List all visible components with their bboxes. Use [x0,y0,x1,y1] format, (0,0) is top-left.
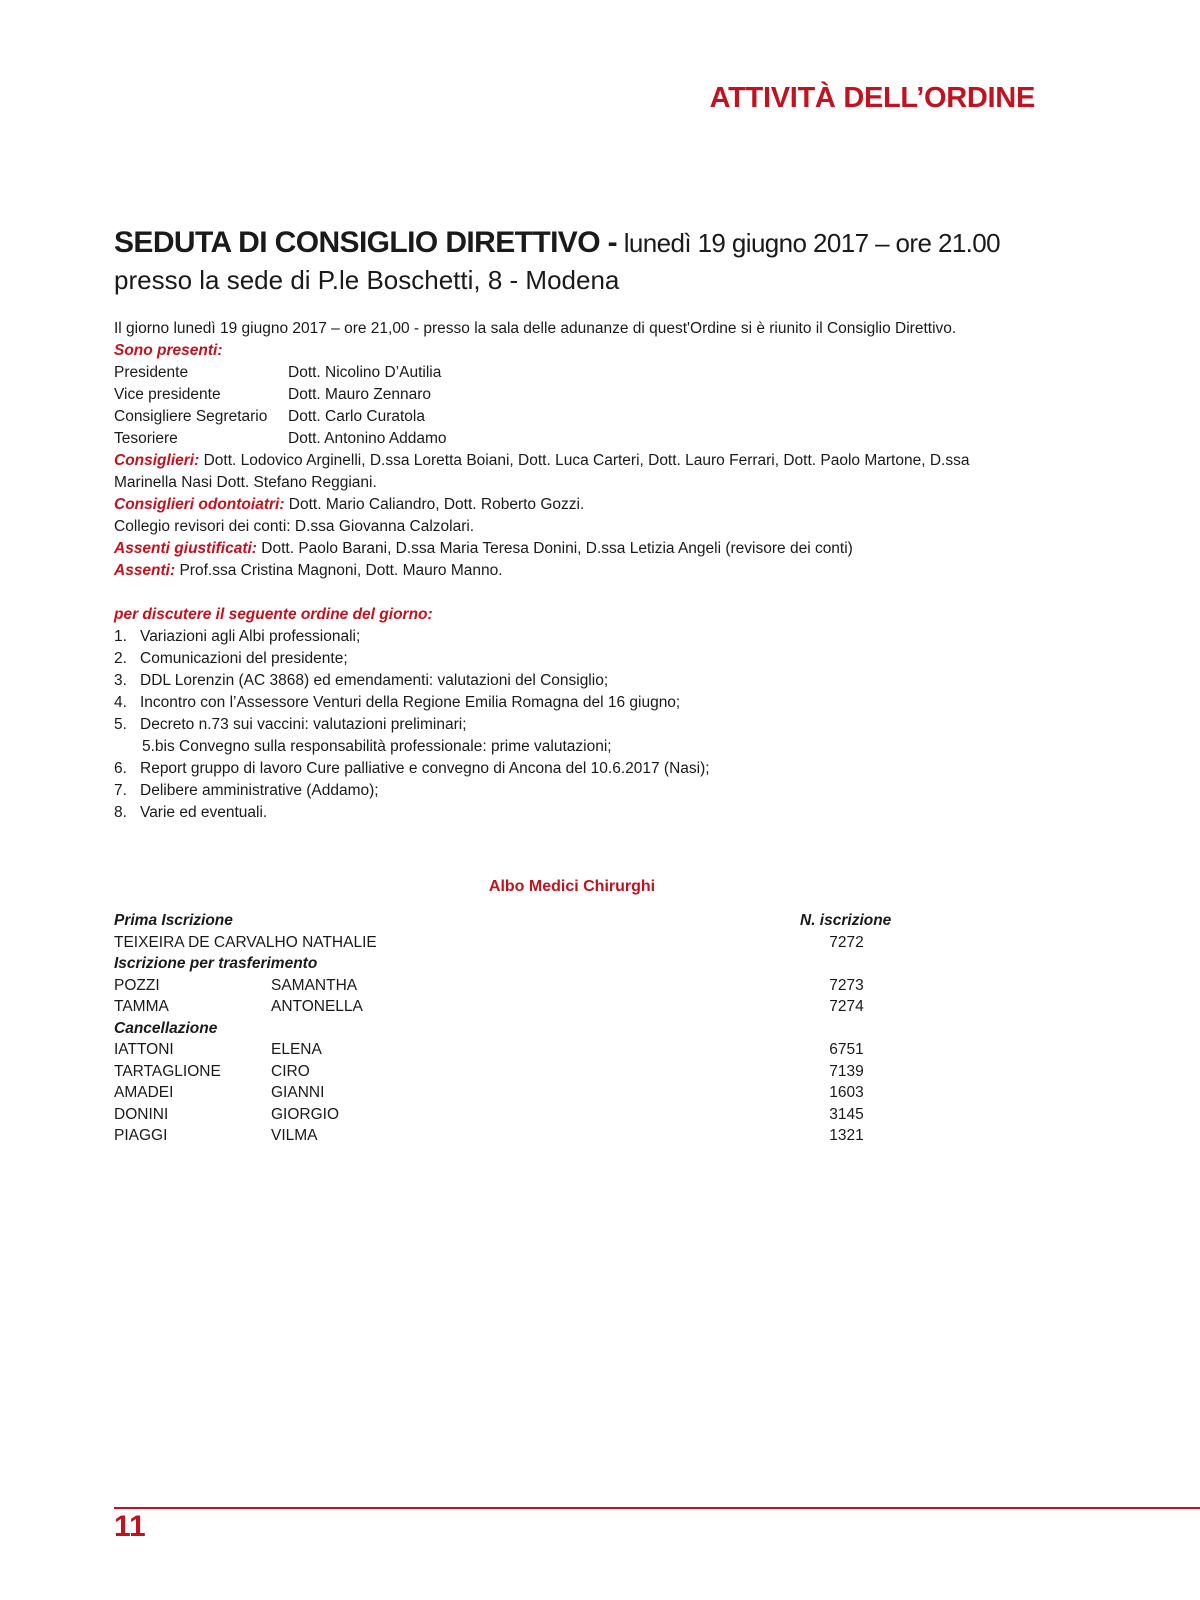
albo-section-row [114,1018,894,1040]
member-name: TEIXEIRA DE CARVALHO NATHALIE [114,933,377,951]
member-surname: DONINI [114,1105,169,1123]
n-iscrizione-label: N. iscrizione [800,912,892,929]
role-title: Consigliere Segretario [114,408,268,425]
cancellazione-label: Cancellazione [114,1019,218,1037]
agenda-number: 8. [114,804,127,821]
albo-row [114,1104,894,1126]
consiglieri-line [114,450,1034,494]
agenda-text: Variazioni agli Albi professionali; [140,628,361,645]
albo-row [114,996,894,1018]
member-number: 7274 [829,998,864,1015]
member-surname: PIAGGI [114,1127,168,1144]
title-line-1 [114,224,1074,262]
agenda-item [114,780,1034,802]
agenda-number: 5. [114,716,127,733]
member-number: 7139 [829,1062,864,1080]
minutes-body [114,318,1034,824]
agenda-item [114,626,1034,648]
agenda-list [114,626,1034,824]
agenda-text: Decreto n.73 sui vaccini: valutazioni preliminari; [140,716,467,733]
member-number: 7272 [829,933,864,951]
albo-section-row [114,953,894,975]
assenti-text: Prof.ssa Cristina Magnoni, Dott. Mauro Manno. [175,562,503,579]
agenda-number: 4. [114,694,127,711]
albo-header-row [114,910,894,932]
albo-title: Albo Medici Chirurghi [488,878,656,895]
footer-divider [114,1507,1200,1509]
albo-row [114,932,894,954]
albo-row [114,1039,894,1061]
agenda-item [114,670,1034,692]
agenda-number: 1. [114,628,127,645]
agenda-text: Comunicazioni del presidente; [140,650,348,667]
agenda-text: 5.bis Convegno sulla responsabilità professionale: prime valutazioni; [142,738,612,755]
agenda-number: 6. [114,760,127,777]
albo-row [114,1125,894,1147]
member-surname: AMADEI [114,1084,174,1101]
meeting-title [114,224,1074,298]
role-title: Tesoriere [114,430,178,447]
member-number: 7273 [829,976,864,994]
role-row [114,406,1034,428]
odontoiatri-text: Dott. Mario Caliandro, Dott. Roberto Gozzi. [284,496,585,513]
agenda-text: Delibere amministrative (Addamo); [140,782,379,799]
revisori-line: Collegio revisori dei conti: D.ssa Giovanna Calzolari. [114,518,475,535]
member-first-name: ANTONELLA [271,998,363,1015]
giustificati-line [114,538,1034,560]
albo-row [114,975,894,997]
agenda-text: DDL Lorenzin (AC 3868) ed emendamenti: valutazioni del Consiglio; [140,672,609,689]
role-person: Dott. Antonino Addamo [288,430,447,447]
assenti-label: Assenti: [114,562,176,579]
member-first-name: SAMANTHA [271,976,358,994]
albo-row [114,1061,894,1083]
section-header: ATTIVITÀ DELL’ORDINE [709,82,1035,114]
role-title: Presidente [114,364,189,381]
agenda-number: 2. [114,650,127,667]
role-person: Dott. Mauro Zennaro [288,386,432,403]
consiglieri-text: Dott. Lodovico Arginelli, D.ssa Loretta Boiani, Dott. Luca Carteri, Dott. Lauro Ferrari, Dott. Paolo Martone, D.ssa Marinella Nasi Dott. Stefano Reggiani. [114,452,970,491]
member-first-name: CIRO [271,1062,310,1080]
title-bold: SEDUTA DI CONSIGLIO DIRETTIVO - [114,226,618,259]
page-number: 11 [114,1510,146,1543]
member-surname: IATTONI [114,1041,174,1058]
member-first-name: GIORGIO [271,1105,340,1123]
title-date: lunedì 19 giugno 2017 – ore 21.00 [617,228,1001,258]
agenda-text: Incontro con l’Assessore Venturi della Regione Emilia Romagna del 16 giugno; [140,694,681,711]
odontoiatri-line [114,494,1034,516]
title-location: presso la sede di P.le Boschetti, 8 - Modena [114,265,620,295]
giustificati-label: Assenti giustificati: [114,540,257,557]
role-person: Dott. Nicolino D’Autilia [288,364,442,381]
assenti-line [114,560,1034,582]
member-first-name: ELENA [271,1041,322,1058]
role-title: Vice presidente [114,386,221,403]
albo-register [114,910,894,1147]
role-row [114,362,1034,384]
trasferimento-label: Iscrizione per trasferimento [114,955,318,972]
member-first-name: GIANNI [271,1084,325,1101]
agenda-item [114,692,1034,714]
consiglieri-label: Consiglieri: [114,452,200,469]
agenda-text: Report gruppo di lavoro Cure palliative e convegno di Ancona del 10.6.2017 (Nasi); [140,760,710,777]
member-surname: TARTAGLIONE [114,1062,221,1080]
agenda-item [114,714,1034,736]
albo-row [114,1082,894,1104]
role-row [114,384,1034,406]
intro-paragraph: Il giorno lunedì 19 giugno 2017 – ore 21,00 - presso la sala delle adunanze di quest'Ordine si è riunito il Consiglio Direttivo. [114,320,957,337]
giustificati-text: Dott. Paolo Barani, D.ssa Maria Teresa Donini, D.ssa Letizia Angeli (revisore dei conti) [256,540,853,557]
agenda-item [114,648,1034,670]
member-surname: POZZI [114,976,160,994]
agenda-item [114,758,1034,780]
member-first-name: VILMA [271,1127,318,1144]
agenda-text: Varie ed eventuali. [140,804,268,821]
presenti-label: Sono presenti: [114,342,223,359]
member-surname: TAMMA [114,998,169,1015]
agenda-number: 7. [114,782,127,799]
member-number: 6751 [829,1041,864,1058]
role-row [114,428,1034,450]
agenda-label: per discutere il seguente ordine del giorno: [114,606,433,623]
role-person: Dott. Carlo Curatola [288,408,425,425]
agenda-number: 3. [114,672,127,689]
member-number: 1603 [829,1084,864,1101]
prima-iscrizione-label: Prima Iscrizione [114,912,233,929]
member-number: 1321 [829,1127,864,1144]
agenda-subitem [114,736,1034,758]
member-number: 3145 [829,1105,864,1123]
agenda-item [114,802,1034,824]
roles-list [114,362,1034,450]
odontoiatri-label: Consiglieri odontoiatri: [114,496,285,513]
